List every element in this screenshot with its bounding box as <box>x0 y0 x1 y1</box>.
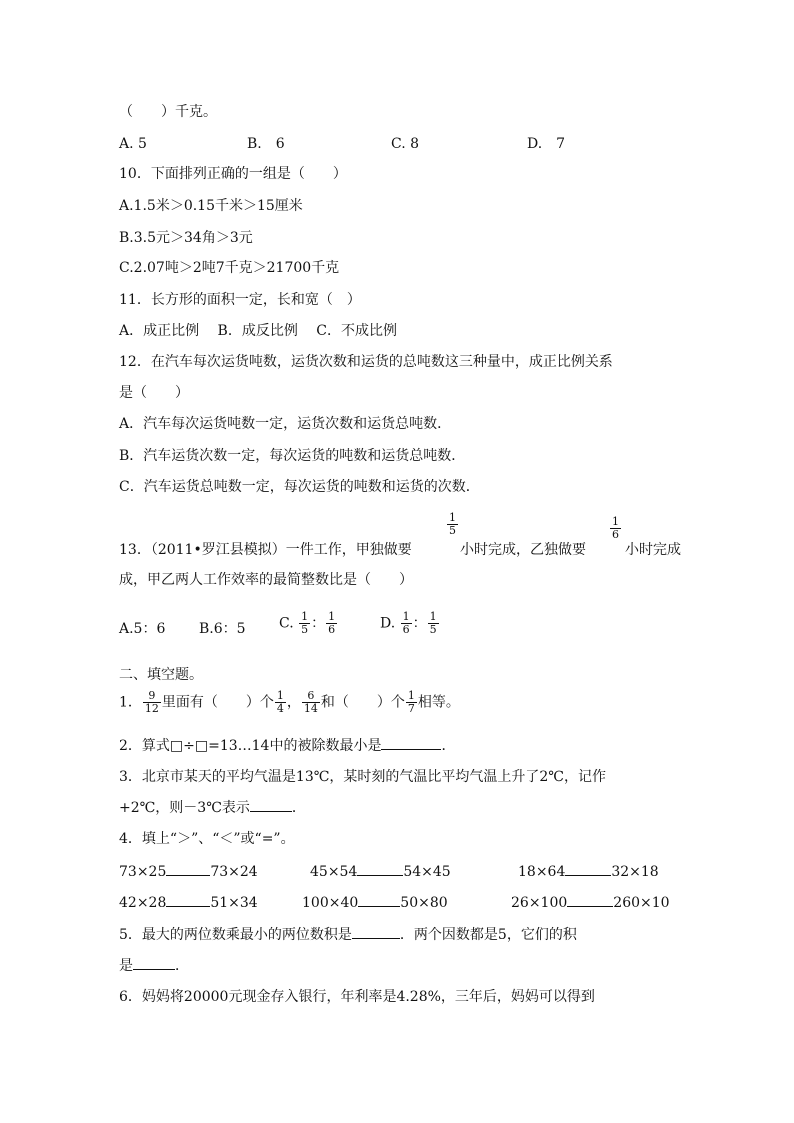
f2-line <box>119 736 455 756</box>
q13-d-frac1-num: 1 <box>402 610 410 623</box>
f4-item-5-right: 50×80 <box>400 895 448 911</box>
q13-option-c-label: C. <box>279 615 294 632</box>
q13-line1-part-a: 13．（2011•罗江县模拟）一件工作，甲独做要 <box>119 542 412 558</box>
q12-stem-line1: 12．在汽车每次运货吨数，运货次数和运货的总吨数这三种量中，成正比例关系 <box>119 354 613 370</box>
f1-text1: 里面有（ ）个 <box>161 694 274 711</box>
q9-option-c: C. 8 <box>391 136 420 152</box>
f5-end: ． <box>175 958 189 974</box>
f2-text: 2．算式□÷□=13…14中的被除数最小是 <box>119 738 382 754</box>
f4-item-5-left: 100×40 <box>302 895 359 911</box>
f4-item-4-left: 42×28 <box>119 895 167 911</box>
f4-item-2-right: 54×45 <box>403 864 451 880</box>
f2-answer-blank[interactable] <box>381 736 441 750</box>
f1-line <box>119 690 460 715</box>
f1-number: 1． <box>119 694 142 711</box>
f3-line1: 3．北京市某天的平均气温是13℃，某时刻的气温比平均气温上升了2℃，记作 <box>119 769 606 785</box>
q13-frac2-den: 6 <box>612 528 619 541</box>
f1-frac4-den: 7 <box>407 702 415 715</box>
f4-item-1 <box>119 862 258 882</box>
f1-frac2-den: 4 <box>276 702 284 715</box>
q13-option-b: B.6：5 <box>199 621 246 637</box>
f3-answer-blank[interactable] <box>250 798 292 812</box>
q10-stem: 10．下面排列正确的一组是（ ） <box>119 166 347 182</box>
f3-text: +2℃，则－3℃表示 <box>119 800 250 816</box>
f5-text2: 是 <box>119 958 133 974</box>
q13-d-frac2-num: 1 <box>429 610 437 623</box>
f4-item-1-left: 73×25 <box>119 864 167 880</box>
f1-text3: 相等。 <box>417 694 460 711</box>
q10-option-a: A.1.5米＞0.15千米＞15厘米 <box>119 198 303 214</box>
q13-c-frac1-num: 1 <box>301 610 309 623</box>
q13-option-d <box>380 611 440 636</box>
q13-option-d-label: D. <box>380 615 396 632</box>
q10-option-b: B.3.5元＞34角＞3元 <box>119 230 253 246</box>
q13-line1-part-c: 小时完成 <box>625 542 681 558</box>
f4-item-3-blank[interactable] <box>565 862 611 876</box>
f2-end: ． <box>441 738 456 754</box>
f4-item-6-blank[interactable] <box>567 893 613 907</box>
q10-option-c: C.2.07吨＞2吨7千克＞21700千克 <box>119 260 340 276</box>
q9-tail-text: （ ）千克。 <box>119 104 217 120</box>
q13-frac2-num: 1 <box>612 515 619 528</box>
f4-item-1-blank[interactable] <box>166 862 210 876</box>
q13-line2: 成，甲乙两人工作效率的最简整数比是（ ） <box>119 572 413 588</box>
q9-option-d: D. 7 <box>527 136 566 152</box>
q12-stem-line2: 是（ ） <box>119 385 189 401</box>
f4-item-2 <box>310 862 451 882</box>
f5-text1: 5．最大的两位数乘最小的两位数积是 <box>119 927 352 943</box>
f1-text2: 和（ ）个 <box>320 694 405 711</box>
q13-c-colon: ： <box>311 615 326 632</box>
q13-d-frac1-den: 6 <box>402 623 410 636</box>
f1-frac4-num: 1 <box>407 689 415 702</box>
f4-stem: 4．填上“＞”、“＜”或“=”。 <box>119 831 295 847</box>
q12-option-c: C．汽车运货总吨数一定，每次运货的吨数和运货的次数． <box>119 479 480 495</box>
f4-item-5 <box>302 893 448 913</box>
q13-c-frac2-num: 1 <box>328 610 336 623</box>
f6-line1: 6．妈妈将20000元现金存入银行，年利率是4.28%，三年后，妈妈可以得到 <box>119 989 595 1005</box>
q13-fraction-1 <box>446 512 459 537</box>
q13-line1-part-b: 小时完成，乙独做要 <box>460 542 586 558</box>
f4-item-2-blank[interactable] <box>357 862 403 876</box>
f4-item-3-left: 18×64 <box>518 864 566 880</box>
f4-item-4 <box>119 893 258 913</box>
f4-item-1-right: 73×24 <box>210 864 258 880</box>
f1-frac3-den: 14 <box>303 702 318 715</box>
f4-item-4-right: 51×34 <box>210 895 258 911</box>
section-heading-fill-in: 二、填空题。 <box>119 667 203 683</box>
q11-stem: 11．长方形的面积一定，长和宽（ ） <box>119 292 361 308</box>
q13-option-a: A.5：6 <box>119 621 166 637</box>
q11-options: A．成正比例 B．成反比例 C．不成比例 <box>119 323 398 339</box>
f1-frac3-num: 6 <box>302 690 320 703</box>
f5-line1 <box>119 925 577 945</box>
q12-option-b: B．汽车运货次数一定，每次运货的吨数和运货总吨数． <box>119 448 466 464</box>
q9-option-b: B. 6 <box>247 136 285 152</box>
f3-line2 <box>119 798 306 818</box>
f5-mid: ．两个因数都是5，它们的积 <box>399 927 577 943</box>
f4-item-4-blank[interactable] <box>166 893 210 907</box>
q13-frac1-den: 5 <box>449 524 456 537</box>
q13-d-colon: ： <box>412 615 427 632</box>
f5-line2 <box>119 956 189 976</box>
f4-item-6-left: 26×100 <box>511 895 568 911</box>
f5-answer-blank-2[interactable] <box>133 956 175 970</box>
q9-option-a: A. 5 <box>119 136 147 152</box>
f3-end: ． <box>291 800 306 816</box>
f1-frac1-den: 12 <box>144 702 159 715</box>
f4-item-6-right: 260×10 <box>613 895 670 911</box>
f5-answer-blank-1[interactable] <box>352 925 400 939</box>
f1-frac2-num: 1 <box>276 689 284 702</box>
q13-option-c <box>279 611 338 636</box>
q13-d-frac2-den: 5 <box>429 623 437 636</box>
f4-item-3-right: 32×18 <box>611 864 659 880</box>
q13-frac1-num: 1 <box>449 511 456 524</box>
q12-option-a: A．汽车每次运货吨数一定，运货次数和运货总吨数． <box>119 416 452 432</box>
f4-item-2-left: 45×54 <box>310 864 358 880</box>
f1-frac1-num: 9 <box>143 690 161 703</box>
q13-c-frac2-den: 6 <box>328 623 336 636</box>
q13-c-frac1-den: 5 <box>301 623 309 636</box>
f4-item-3 <box>518 862 659 882</box>
f4-item-6 <box>511 893 670 913</box>
f1-comma: ， <box>286 694 301 711</box>
f4-item-5-blank[interactable] <box>358 893 400 907</box>
q13-fraction-2 <box>609 516 622 541</box>
